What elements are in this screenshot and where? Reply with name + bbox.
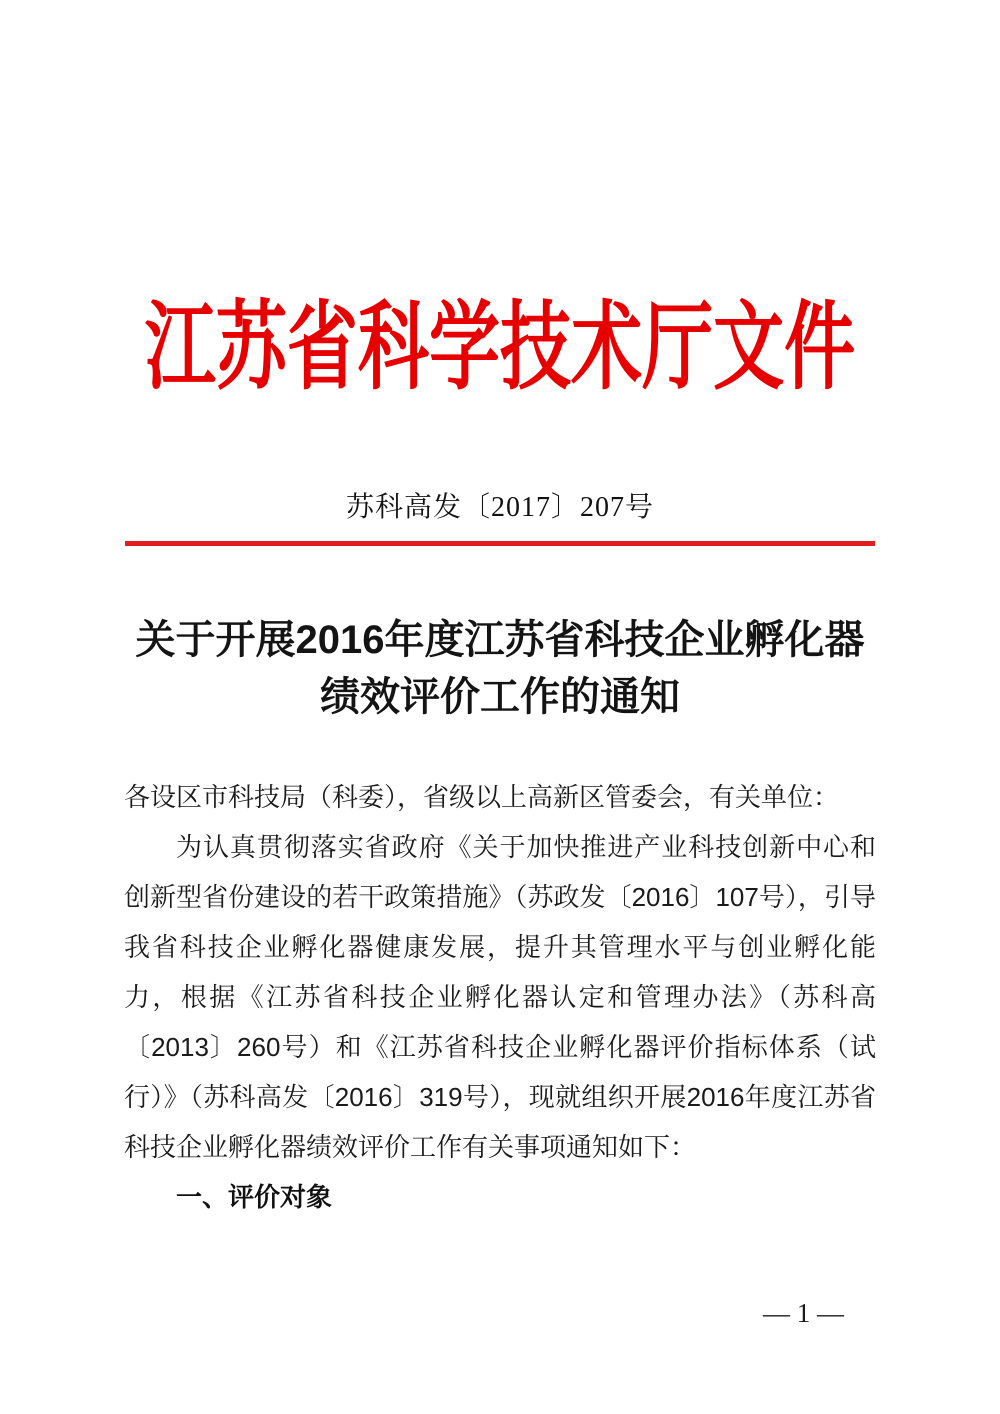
letterhead <box>0 0 1000 546</box>
notice-body <box>124 772 876 1222</box>
agency-title: 江苏省科学技术厅文件 <box>144 294 856 401</box>
notice-title <box>0 612 1000 726</box>
page-number: — 1 — <box>763 1298 844 1328</box>
notice-title-line-1: 关于开展2016年度江苏省科技企业孵化器 <box>135 617 865 662</box>
section-heading-evaluation-targets: 一、评价对象 <box>176 1181 333 1212</box>
document-number: 苏科高发〔2017〕207号 <box>345 491 654 523</box>
notice-title-line-2: 绩效评价工作的通知 <box>320 674 680 719</box>
salutation: 各设区市科技局（科委），省级以上高新区管委会，有关单位： <box>124 781 840 812</box>
body-paragraph: 为认真贯彻落实省政府《关于加快推进产业科技创新中心和创新型省份建设的若干政策措施》（苏政发〔2016〕107号），引导我省科技企业孵化器健康发展，提升其管理水平与创业孵化能力，根据《江苏省科技企业孵化器认定和管理办法》（苏科高〔2013〕260号）和《江苏省科技企业孵化器评价指标体系（试行）》（苏科高发〔2016〕319号），现就组织开展2016年度江苏省科技企业孵化器绩效评价工作有关事项通知如下： <box>124 831 876 1162</box>
red-divider-rule <box>125 541 875 546</box>
